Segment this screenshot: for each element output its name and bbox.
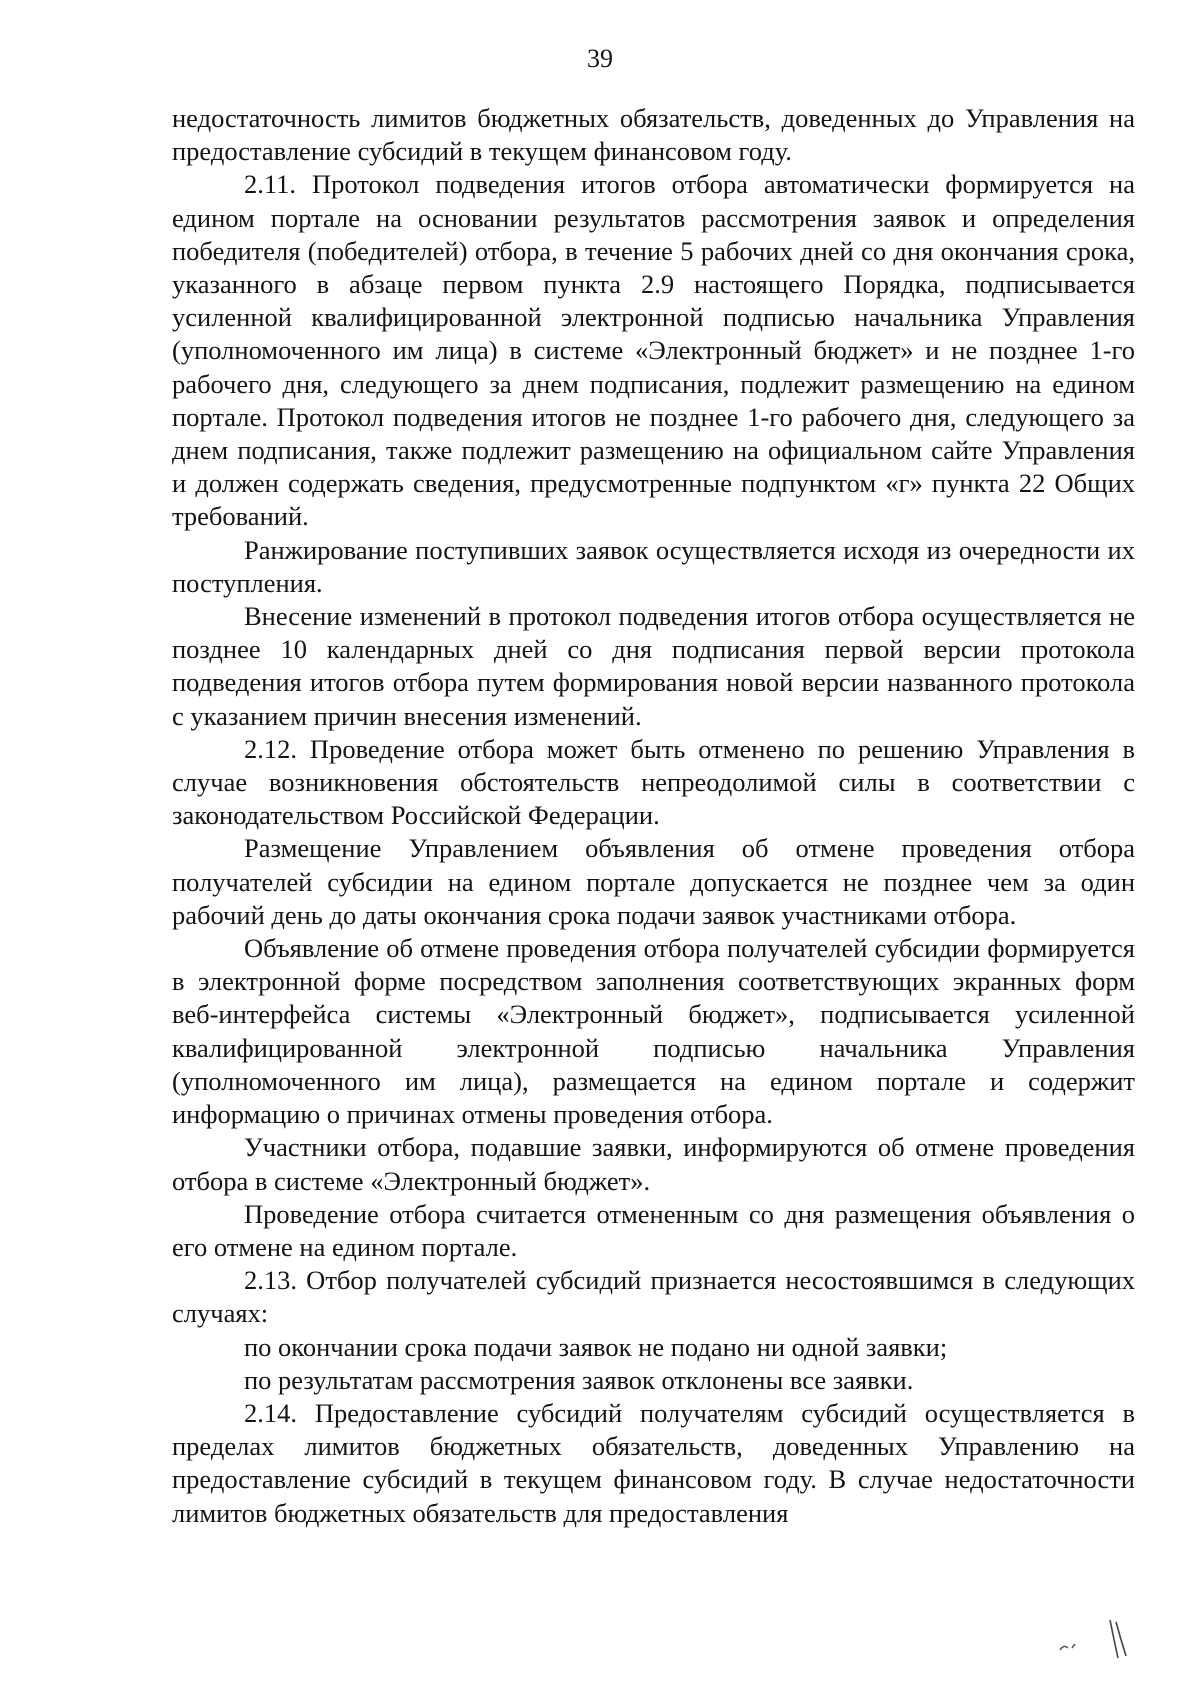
paragraph-participants-informed: Участники отбора, подавшие заявки, информируются об отмене проведения отбора в системе «Электронный бюджет». [172, 1132, 1135, 1196]
page-number: 39 [587, 44, 613, 73]
paragraph-2-14: 2.14. Предоставление субсидий получателям субсидий осуществляется в пределах лимитов бюджетных обязательств, доведенных Управлению на предоставление субсидий в текущем финансовом году. В случае недостаточности лимитов бюджетных обязательств для предоставления [172, 1397, 1135, 1528]
paragraph-cancellation-posting: Размещение Управлением объявления об отмене проведения отбора получателей субсидии на едином портале допускается не позднее чем за один рабочий день до даты окончания срока подачи заявок участниками отбора. [172, 833, 1135, 930]
paragraph-cancellation-announcement: Объявление об отмене проведения отбора получателей субсидии формируется в электронной форме посредством заполнения соответствующих экранных форм веб-интерфейса системы «Электронный бюджет», подписывается усиленной квалифицированной электронной подписью начальника Управления (уполномоченного им лица), размещается на едином портале и содержит информацию о причинах отмены проведения отбора. [172, 933, 1135, 1130]
list-item-no-applications: по окончании срока подачи заявок не подано ни одной заявки; [244, 1331, 948, 1362]
document-body [172, 102, 1135, 1530]
paragraph-2-11: 2.11. Протокол подведения итогов отбора автоматически формируется на едином портале на основании результатов рассмотрения заявок и определения победителя (победителей) отбора, в течение 5 рабочих дней со дня окончания срока, указанного в абзаце первом пункта 2.9 настоящего Порядка, подписывается усиленной квалифицированной электронной подписью начальника Управления (уполномоченного им лица) в системе «Электронный бюджет» и не позднее 1-го рабочего дня, следующего за днем подписания, подлежит размещению на едином портале. Протокол подведения итогов не позднее 1-го рабочего дня, следующего за днем подписания, также подлежит размещению на официальном сайте Управления и должен содержать сведения, предусмотренные подпунктом «г» пункта 22 Общих требований. [172, 169, 1135, 532]
list-item-all-rejected: по результатам рассмотрения заявок отклонены все заявки. [244, 1364, 914, 1395]
initials-marks [1050, 1600, 1150, 1670]
paragraph-protocol-changes: Внесение изменений в протокол подведения итогов отбора осуществляется не позднее 10 календарных дней со дня подписания первой версии протокола подведения итогов отбора путем формирования новой версии названного протокола с указанием причин внесения изменений. [172, 601, 1135, 731]
paragraph-2-13: 2.13. Отбор получателей субсидий признается несостоявшимся в следующих случаях: [172, 1265, 1135, 1329]
paragraph-ranking: Ранжирование поступивших заявок осуществляется исходя из очередности их поступления. [172, 534, 1135, 598]
paragraph-2-12: 2.12. Проведение отбора может быть отменено по решению Управления в случае возникновения обстоятельств непреодолимой силы в соответствии с законодательством Российской Федерации. [172, 733, 1135, 831]
paragraph-continuation: недостаточность лимитов бюджетных обязательств, доведенных до Управления на предоставление субсидий в текущем финансовом году. [172, 103, 1135, 167]
paragraph-cancelled-date: Проведение отбора считается отмененным со дня размещения объявления о его отмене на едином портале. [172, 1198, 1135, 1262]
